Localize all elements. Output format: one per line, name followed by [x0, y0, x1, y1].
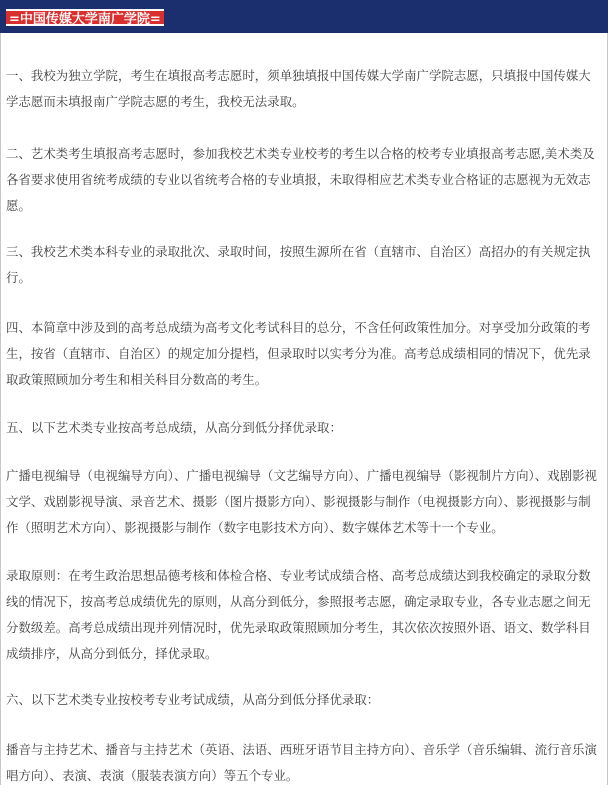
paragraph-9: 播音与主持艺术、播音与主持艺术（英语、法语、西班牙语节目主持方向）、音乐学（音乐编辑、流行音乐演唱方向）、表演、表演（服装表演方向）等五个专业。	[6, 742, 597, 783]
header-bar	[0, 0, 608, 33]
paragraph-1: 一、我校为独立学院，考生在填报高考志愿时，须单独填报中国传媒大学南广学院志愿，只填报中国传媒大学志愿而未填报南广学院志愿的考生，我校无法录取。	[6, 68, 591, 109]
paragraph-4: 四、本简章中涉及到的高考总成绩为高考文化考试科目的总分，不含任何政策性加分。对享受加分政策的考生，按省（直辖市、自治区）的规定加分提档，但录取时以实考分为准。高考总成绩相同的情况下，优先录取政策照顾加分考生和相关科目分数高的考生。	[6, 320, 591, 387]
paragraph-8: 六、以下艺术类专业按校考专业考试成绩，从高分到低分择优录取：	[6, 692, 380, 707]
paragraph-2: 二、艺术类考生填报高考志愿时，参加我校艺术类专业校考的考生以合格的校考专业填报高考志愿,美术类及各省要求使用省统考成绩的专业以省统考合格的专业填报，未取得相应艺术类专业合格证的志愿视为无效志愿。	[6, 146, 595, 213]
paragraph-7: 录取原则：在考生政治思想品德考核和体检合格、专业考试成绩合格、高考总成绩达到我校确定的录取分数线的情况下，按高考总成绩优先的原则，从高分到低分，参照报考志愿，确定录取专业，各专业志愿之间无分数级差。高考总成绩出现并列情况时，优先录取政策照顾加分考生，其次依次按照外语、语文、数学科目成绩排序，从高分到低分，择优录取。	[6, 568, 591, 661]
article-body	[0, 33, 608, 785]
paragraph-5: 五、以下艺术类专业按高考总成绩，从高分到低分择优录取：	[6, 420, 342, 435]
paragraph-3: 三、我校艺术类本科专业的录取批次、录取时间，按照生源所在省（直辖市、自治区）高招办的有关规定执行。	[6, 244, 591, 285]
page-title: =中国传媒大学南广学院=	[6, 9, 164, 26]
paragraph-6: 广播电视编导（电视编导方向）、广播电视编导（文艺编导方向）、广播电视编导（影视制片方向）、戏剧影视文学、戏剧影视导演、录音艺术、摄影（图片摄影方向）、影视摄影与制作（电视摄影方向）、影视摄影与制作（照明艺术方向）、影视摄影与制作（数字电影技术方向）、数字媒体艺术等十一个专业。	[6, 468, 597, 535]
